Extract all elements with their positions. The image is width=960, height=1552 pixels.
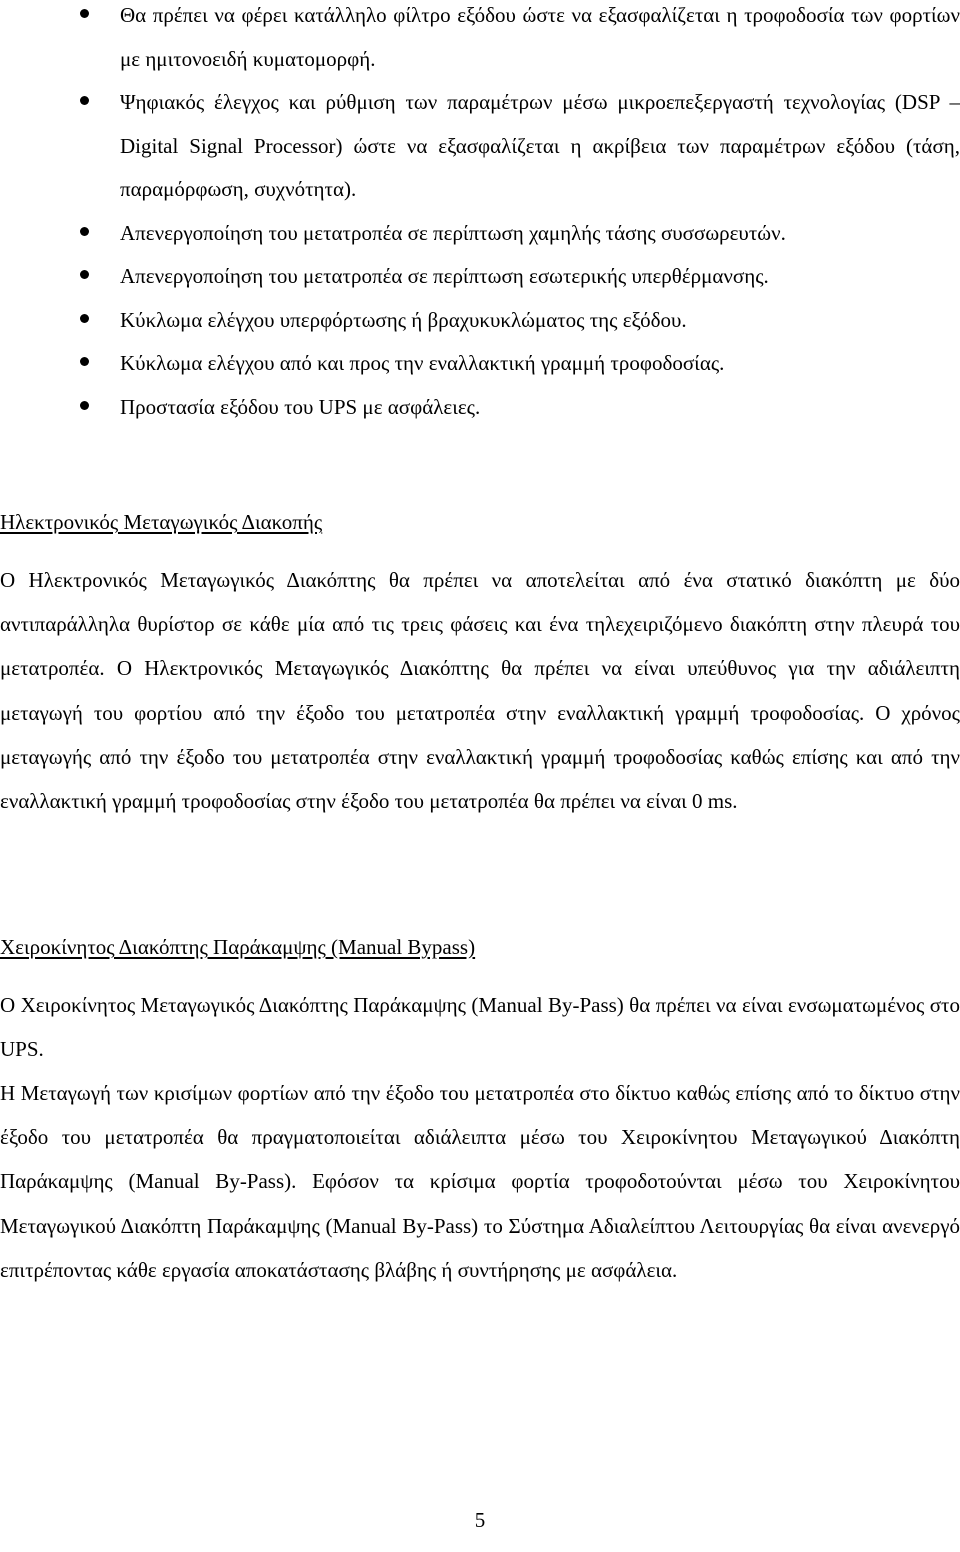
bullet-item [0, 386, 960, 430]
bullet-text: Κύκλωμα ελέγχου υπερφόρτωσης ή βραχυκυκλώματος της εξόδου. [120, 307, 687, 332]
bullet-dot-icon [80, 9, 89, 18]
bullet-item [0, 342, 960, 386]
section-heading-manual-bypass: Χειροκίνητος Διακόπτης Παράκαμψης (Manual Bypass) [0, 935, 476, 959]
bullet-item [0, 255, 960, 299]
bullet-dot-icon [80, 96, 89, 105]
bullet-dot-icon [80, 357, 89, 366]
bullet-text: Κύκλωμα ελέγχου από και προς την εναλλακτική γραμμή τροφοδοσίας. [120, 351, 725, 375]
bullet-text: Ψηφιακός έλεγχος και ρύθμιση των παραμέτρων μέσω μικροεπεξεργαστή τεχνολογίας (DSP –Digital Signal Processor) ώστε να εξασφαλίζεται η ακρίβεια των παραμέτρων εξόδου (τάση, παραμόρφωση, συχνότητα). [120, 90, 960, 201]
section-paragraph-manual-bypass-1: Ο Χειροκίνητος Μεταγωγικός Διακόπτης Παράκαμψης (Manual By-Pass) θα πρέπει να είναι ενσωματωμένος στο UPS. [0, 993, 960, 1062]
bullet-dot-icon [80, 227, 89, 236]
bullet-dot-icon [80, 270, 89, 279]
bullet-text: Θα πρέπει να φέρει κατάλληλο φίλτρο εξόδου ώστε να εξασφαλίζεται η τροφοδοσία των φορτίων με ημιτονοειδή κυματομορφή. [120, 3, 960, 71]
feature-bullet-list [0, 0, 960, 429]
bullet-text: Προστασία εξόδου του UPS με ασφάλειες. [120, 394, 481, 419]
bullet-item [0, 212, 960, 256]
section-paragraph-electronic-switch: Ο Ηλεκτρονικός Μεταγωγικός Διακόπτης θα πρέπει να αποτελείται από ένα στατικό διακόπτη με δύο αντιπαράλληλα θυρίστορ σε κάθε μία από τις τρεις φάσεις και ένα τηλεχειριζόμενο διακόπτη στην πλευρά του μετατροπέα. Ο Ηλεκτρονικός Μεταγωγικός Διακόπτης θα πρέπει να είναι υπεύθυνος για την αδιάλειπτη μεταγωγή του φορτίου από την έξοδο του μετατροπέα στην εναλλακτική γραμμή τροφοδοσίας. Ο χρόνος μεταγωγής από την έξοδο του μετατροπέα στην εναλλακτική γραμμή τροφοδοσίας καθώς επίσης και από την εναλλακτική γραμμή τροφοδοσίας στην έξοδο του μετατροπέα θα πρέπει να είναι 0 ms. [0, 568, 960, 814]
bullet-dot-icon [80, 314, 89, 323]
bullet-item [0, 299, 960, 343]
bullet-item [0, 0, 960, 81]
bullet-item [0, 81, 960, 212]
section-heading-electronic-switch: Ηλεκτρονικός Μεταγωγικός Διακοπής [0, 510, 323, 534]
section-paragraph-manual-bypass-2: Η Μεταγωγή των κρισίμων φορτίων από την έξοδο του μετατροπέα στο δίκτυο καθώς επίσης από το δίκτυο στην έξοδο του μετατροπέα θα πραγματοποιείται αδιάλειπτα μέσω του Χειροκίνητου Μεταγωγικού Διακόπτη Παράκαμψης (Manual By-Pass). Εφόσον τα κρίσιμα φορτία τροφοδοτούνται μέσω του Χειροκίνητου Μεταγωγικού Διακόπτη Παράκαμψης (Manual By-Pass) το Σύστημα Αδιαλείπτου Λειτουργίας θα είναι ανενεργό επιτρέποντας κάθε εργασία αποκατάστασης βλάβης ή συντήρησης με ασφάλεια. [0, 1081, 960, 1282]
bullet-dot-icon [80, 401, 89, 410]
bullet-text: Απενεργοποίηση του μετατροπέα σε περίπτωση εσωτερικής υπερθέρμανσης. [120, 264, 769, 288]
bullet-text: Απενεργοποίηση του μετατροπέα σε περίπτωση χαμηλής τάσης συσσωρευτών. [120, 220, 786, 245]
page-number: 5 [474, 1508, 486, 1532]
